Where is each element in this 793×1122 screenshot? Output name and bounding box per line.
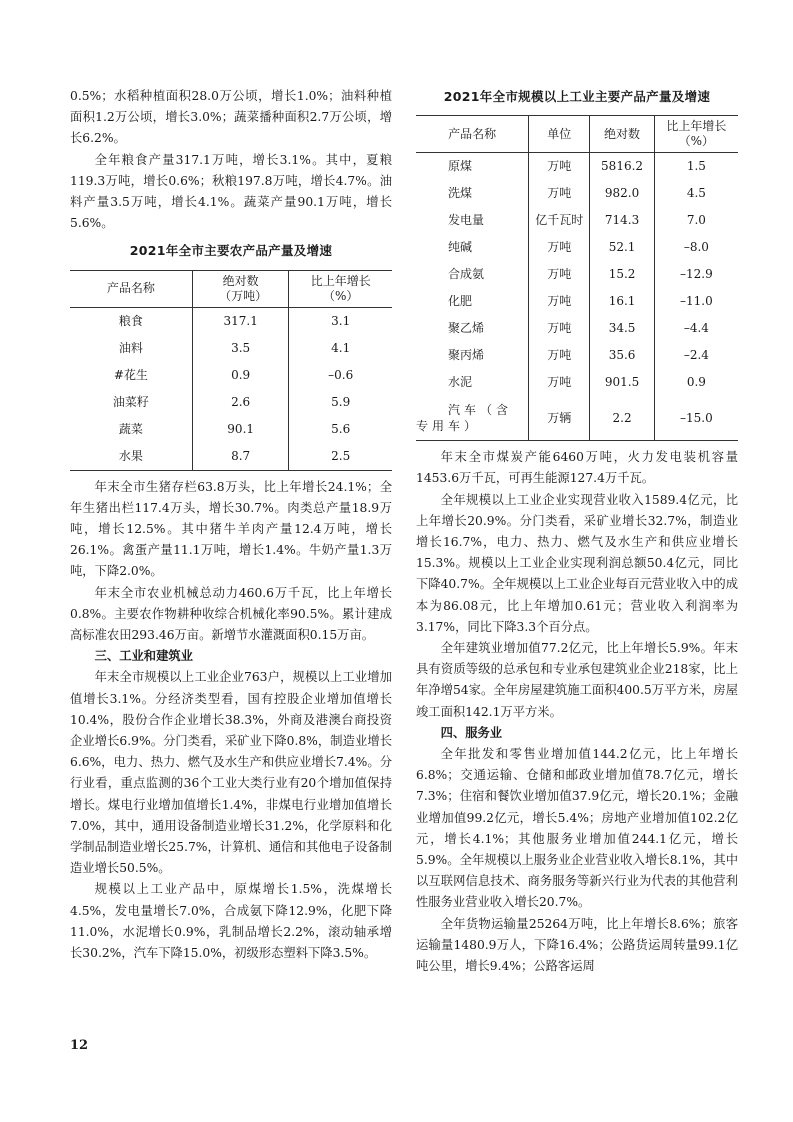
cell-product: 合成氨	[416, 261, 529, 288]
cell-growth: 4.5	[686, 186, 706, 201]
table-row	[416, 369, 738, 396]
cell-product: 油料	[70, 335, 192, 362]
paragraph-services: 全年批发和零售业增加值144.2亿元，比上年增长6.8%；交通运输、仓储和邮政业增加值78.7亿元，增长7.3%；住宿和餐饮业增加值37.9亿元，增长20.1%；金融业增加值99.2亿元，增长5.4%；房地产业增加值102.2亿元，增长4.1%；其他服务业增加值244.1亿元，增长5.9%。全年规模以上服务业企业营业收入增长8.1%，其中以互联网信息技术、商务服务等新兴行业为代表的其他营利性服务业营业收入增长20.7%。	[416, 747, 738, 910]
cell-unit: 万吨	[529, 369, 590, 396]
table-row	[416, 234, 738, 261]
cell-product: 原煤	[416, 153, 529, 181]
cell-absolute: 2.6	[192, 389, 289, 416]
cell-absolute: 901.5	[590, 369, 654, 396]
column-header-growth	[654, 116, 738, 153]
header-text: 绝对数（万吨）	[219, 273, 268, 303]
cell-unit: 万辆	[529, 396, 590, 441]
cell-growth: 1.5	[686, 159, 706, 174]
paragraph-industrial-products: 规模以上工业产品中，原煤增长1.5%，洗煤增长4.5%，发电量增长7.0%，合成氨下降12.9%，化肥下降11.0%，水泥增长0.9%，乳制品增长2.2%，滚动轴承增长30.2%，汽车下降15.0%，初级形态塑料下降3.5%。	[70, 882, 392, 961]
cell-absolute: 52.1	[590, 234, 654, 261]
table-row	[70, 389, 392, 416]
cell-product: 聚乙烯	[416, 315, 529, 342]
cell-product	[416, 396, 529, 441]
cell-growth: 2.5	[289, 443, 392, 471]
cell-absolute: 982.0	[590, 180, 654, 207]
paragraph-grain-output: 全年粮食产量317.1万吨，增长3.1%。其中，夏粮119.3万吨，增长0.6%；秋粮197.8万吨，增长4.7%。油料产量3.5万吨，增长4.1%。蔬菜产量90.1万吨，增长5.6%。	[70, 152, 392, 231]
cell-growth: 5.9	[331, 394, 351, 409]
header-text: 比上年增长（%）	[310, 273, 371, 303]
cell-absolute: 34.5	[590, 315, 654, 342]
cell-unit: 万吨	[529, 180, 590, 207]
paragraph-transport: 全年货物运输量25264万吨，比上年增长8.6%；旅客运输量1480.9万人，下降16.4%；公路货运周转量99.1亿吨公里，增长9.4%；公路客运周	[416, 916, 738, 974]
cell-growth: 7.0	[686, 213, 706, 228]
cell-product: 水果	[70, 443, 192, 471]
cell-product: 纯碱	[416, 234, 529, 261]
cell-product: 粮食	[70, 307, 192, 335]
cell-absolute: 90.1	[192, 416, 289, 443]
table-row	[70, 443, 392, 471]
cell-growth: –0.6	[328, 367, 354, 382]
table-row	[416, 288, 738, 315]
column-header-unit	[529, 116, 590, 153]
header-text: 单位	[547, 126, 572, 141]
header-text: 产品名称	[106, 281, 155, 296]
cell-unit: 万吨	[529, 234, 590, 261]
cell-absolute: 317.1	[192, 307, 289, 335]
cell-growth: –2.4	[683, 348, 709, 363]
table-row	[416, 180, 738, 207]
table-row	[416, 342, 738, 369]
cell-growth: –12.9	[680, 267, 713, 282]
cell-growth: –11.0	[680, 294, 713, 309]
column-header-product	[70, 270, 192, 307]
column-header-growth	[289, 270, 392, 307]
cell-unit: 万吨	[529, 288, 590, 315]
cell-growth: 3.1	[331, 313, 351, 328]
agri-table-title: 2021年全市主要农产品产量及增速	[129, 243, 333, 259]
cell-unit: 万吨	[529, 153, 590, 181]
right-column	[416, 86, 738, 977]
table-header-row	[70, 270, 392, 307]
cell-product: 水泥	[416, 369, 529, 396]
header-text: 绝对数	[604, 126, 641, 141]
table-row	[416, 396, 738, 441]
cell-product: #花生	[70, 362, 192, 389]
cell-product: 洗煤	[416, 180, 529, 207]
table-row	[70, 307, 392, 335]
table-row	[70, 416, 392, 443]
column-header-absolute	[590, 116, 654, 153]
cell-growth: –4.4	[683, 321, 709, 336]
paragraph-construction: 全年建筑业增加值77.2亿元，比上年增长5.9%。年末具有资质等级的总承包和专业承包建筑业企业218家，比上年净增54家。全年房屋建筑施工面积400.5万平方米，房屋竣工面积142.1万平方米。	[416, 641, 738, 719]
cell-growth: –15.0	[654, 396, 738, 441]
cell-unit: 万吨	[529, 261, 590, 288]
section-heading-industry: 三、工业和建筑业	[94, 649, 193, 664]
cell-absolute: 15.2	[590, 261, 654, 288]
table-header-row	[416, 116, 738, 153]
cell-growth: 4.1	[331, 340, 351, 355]
industry-products-table	[416, 115, 738, 441]
paragraph-revenue: 全年规模以上工业企业实现营业收入1589.4亿元，比上年增长20.9%。分门类看，采矿业增长32.7%，制造业增长16.7%，电力、热力、燃气及水生产和供应业增长15.3%。规模以上工业企业实现利润总额50.4亿元，同比下降40.7%。全年规模以上工业企业每百元营业收入中的成本为86.08元，比上年增加0.61元；营业收入利润率为3.17%，同比下降3.3个百分点。	[416, 492, 738, 634]
cell-product-text: 汽车（含专用车）	[416, 403, 513, 434]
table-row	[70, 362, 392, 389]
cell-product: 聚丙烯	[416, 342, 529, 369]
table-row	[416, 315, 738, 342]
paragraph-machinery: 年末全市农业机械总动力460.6万千瓦，比上年增长0.8%。主要农作物耕种收综合机械化率90.5%。累计建成高标准农田293.46万亩。新增节水灌溉面积0.15万亩。	[70, 585, 392, 643]
industry-table-title: 2021年全市规模以上工业主要产品产量及增速	[443, 89, 711, 104]
cell-product: 蔬菜	[70, 416, 192, 443]
paragraph-planting-area-cont: 0.5%；水稻种植面积28.0万公顷，增长1.0%；油料种植面积1.2万公顷，增长3.0%；蔬菜播种面积2.7万公顷，增长6.2%。	[70, 89, 392, 146]
cell-growth: 0.9	[686, 375, 706, 390]
table-row	[416, 261, 738, 288]
cell-growth: –8.0	[683, 240, 709, 255]
paragraph-capacity: 年末全市煤炭产能6460万吨，火力发电装机容量1453.6万千瓦，可再生能源127.4万千瓦。	[416, 450, 738, 486]
paragraph-industry: 年末全市规模以上工业企业763户，规模以上工业增加值增长3.1%。分经济类型看，国有控股企业增加值增长10.4%，股份合作企业增长38.3%，外商及港澳台商投资企业增长6.9%。分门类看，采矿业下降0.8%，制造业增长6.6%，电力、热力、燃气及水生产和供应业增长7.4%。分行业看，重点监测的36个工业大类行业有20个增加值保持增长。煤电行业增加值增长1.4%，非煤电行业增加值增长7.0%，其中，通用设备制造业增长31.2%，化学原料和化学制品制造业增长25.7%，计算机、通信和其他电子设备制造业增长50.5%。	[70, 670, 392, 876]
cell-absolute: 5816.2	[590, 153, 654, 181]
cell-absolute: 714.3	[590, 207, 654, 234]
section-heading-services: 四、服务业	[440, 725, 503, 740]
header-text: 比上年增长（%）	[666, 119, 727, 149]
column-header-product	[416, 116, 529, 153]
cell-product: 油菜籽	[70, 389, 192, 416]
cell-absolute: 16.1	[590, 288, 654, 315]
left-column	[70, 86, 392, 964]
cell-unit: 万吨	[529, 342, 590, 369]
agri-products-table	[70, 270, 392, 471]
cell-unit: 万吨	[529, 315, 590, 342]
cell-absolute: 2.2	[590, 396, 654, 441]
cell-unit: 亿千瓦时	[529, 207, 590, 234]
cell-growth: 5.6	[331, 421, 351, 436]
cell-absolute: 8.7	[192, 443, 289, 471]
header-text: 产品名称	[448, 126, 497, 141]
page-number: 12	[70, 1038, 89, 1053]
column-header-absolute	[192, 270, 289, 307]
cell-product: 化肥	[416, 288, 529, 315]
cell-absolute: 3.5	[192, 335, 289, 362]
cell-product: 发电量	[416, 207, 529, 234]
cell-absolute: 35.6	[590, 342, 654, 369]
table-row	[416, 153, 738, 181]
table-row	[416, 207, 738, 234]
paragraph-livestock: 年末全市生猪存栏63.8万头，比上年增长24.1%；全年生猪出栏117.4万头，增长30.7%。肉类总产量18.9万吨，增长12.5%。其中猪牛羊肉产量12.4万吨，增长26.1%。禽蛋产量11.1万吨，增长1.4%。牛奶产量1.3万吨，下降2.0%。	[70, 479, 392, 579]
table-row	[70, 335, 392, 362]
cell-absolute: 0.9	[192, 362, 289, 389]
